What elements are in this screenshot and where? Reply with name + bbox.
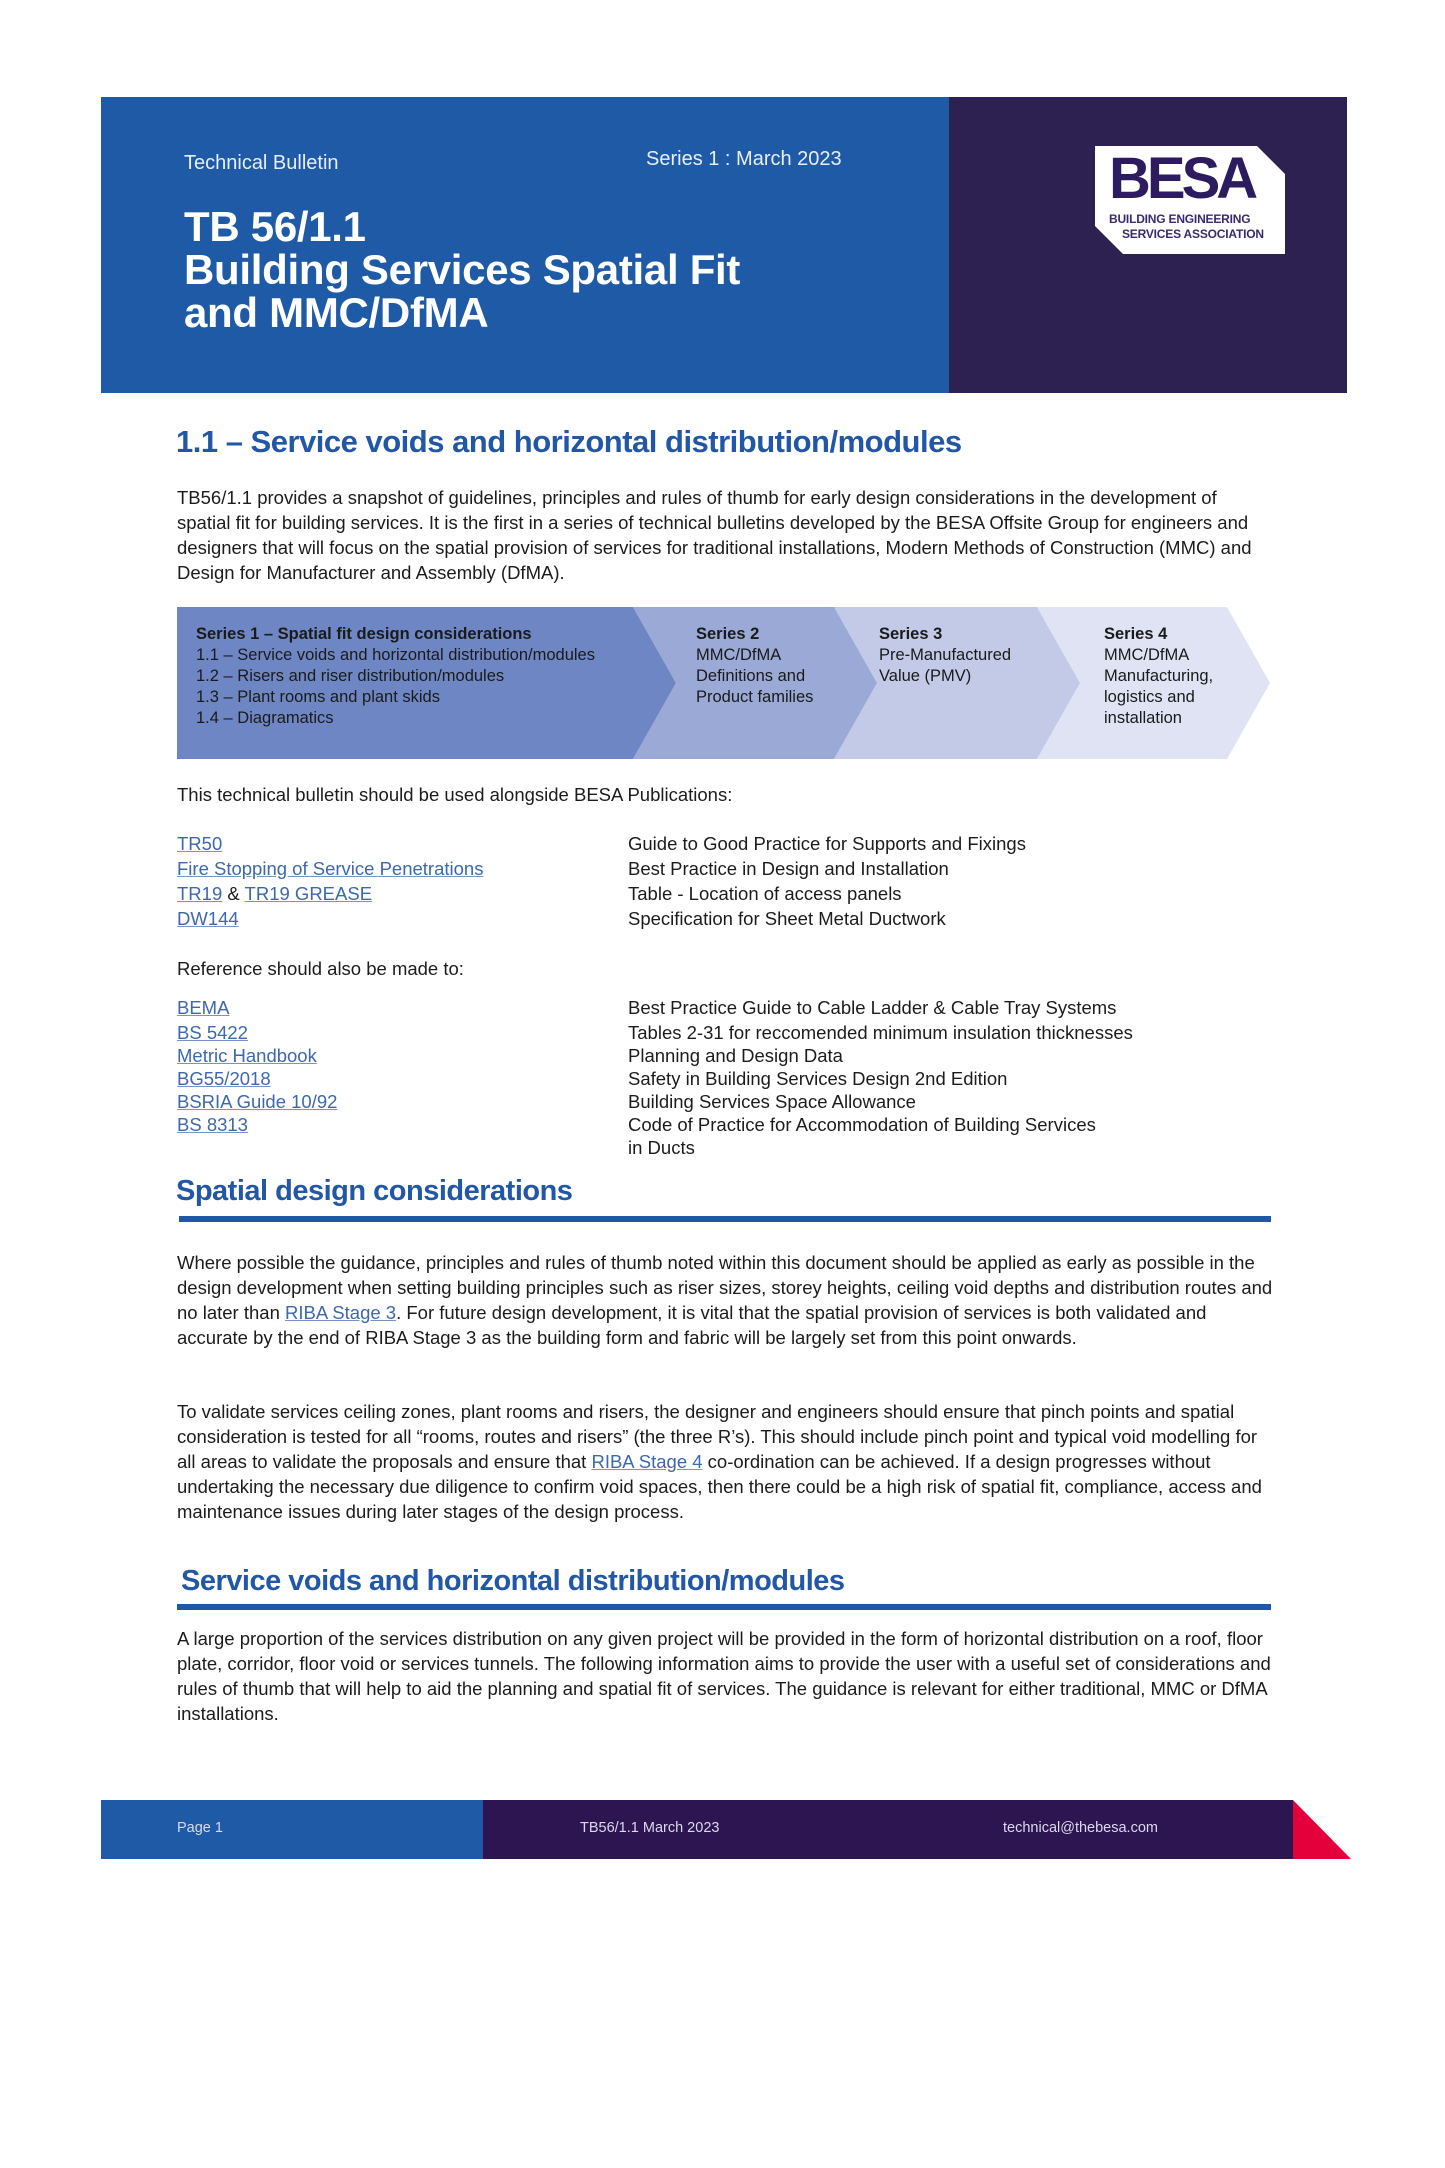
series-4-line: Manufacturing,	[1104, 667, 1214, 685]
reference-description: Code of Practice for Accommodation of Building Services	[628, 1114, 1096, 1135]
contact-email[interactable]: technical@thebesa.com	[1003, 1820, 1158, 1836]
reference-link-metric-handbook[interactable]: Metric Handbook	[177, 1045, 317, 1066]
riba-stage-3-link[interactable]: RIBA Stage 3	[285, 1302, 397, 1323]
footer-accent-triangle	[1293, 1800, 1351, 1859]
series-3-line: Value (PMV)	[879, 667, 972, 685]
reference-link-bsria-guide[interactable]: BSRIA Guide 10/92	[177, 1091, 338, 1112]
intro-paragraph: TB56/1.1 provides a snapshot of guidelines, principles and rules of thumb for early design considerations in the development of spatial fit for building services. It is the first in a series of technical bulletins developed by the BESA Offsite Group for engineers and designers that will focus on the spatial provision of services for traditional installations, Modern Methods of Construction (MMC) and Design for Manufacturer and Assembly (DfMA).	[177, 487, 1252, 583]
series-2-line: Definitions and	[696, 667, 806, 685]
footer-page-panel	[101, 1800, 483, 1859]
riba-stage-4-link[interactable]: RIBA Stage 4	[591, 1451, 703, 1472]
reference-link-bg55[interactable]: BG55/2018	[177, 1068, 271, 1089]
references-intro: Reference should also be made to:	[177, 958, 464, 979]
series-2-line: MMC/DfMA	[696, 646, 782, 664]
voids-heading: Service voids and horizontal distribution/modules	[181, 1565, 845, 1597]
series-2-block	[696, 624, 813, 708]
logo-wordmark: BESA	[1109, 146, 1255, 211]
publication-link-tr19[interactable]: TR19	[177, 883, 223, 904]
page-number: Page 1	[177, 1820, 223, 1836]
paragraph-text: . For future design development, it is vital that the spatial provision of services is both validated and accurate by the end of RIBA Stage 3 as the building form and fabric will be largely set from this point onwards.	[177, 1302, 1207, 1348]
besa-logo	[1095, 146, 1285, 254]
reference-link-bema[interactable]: BEMA	[177, 997, 230, 1018]
reference-description: Best Practice Guide to Cable Ladder & Cable Tray Systems	[628, 997, 1117, 1018]
logo-subtitle-line1: BUILDING ENGINEERING	[1109, 212, 1251, 226]
reference-link-bs5422[interactable]: BS 5422	[177, 1022, 248, 1043]
series-1-item: 1.1 – Service voids and horizontal distribution/modules	[196, 646, 595, 664]
series-3-title: Series 3	[879, 625, 943, 643]
series-1-item: 1.3 – Plant rooms and plant skids	[196, 688, 440, 706]
footer-doc-reference: TB56/1.1 March 2023	[580, 1820, 720, 1836]
document-type-label: Technical Bulletin	[184, 152, 339, 174]
series-3-line: Pre-Manufactured	[879, 646, 1012, 664]
publication-description: Best Practice in Design and Installation	[628, 858, 949, 879]
reference-link-bs8313[interactable]: BS 8313	[177, 1114, 248, 1135]
reference-description: Planning and Design Data	[628, 1045, 843, 1066]
series-1-item: 1.4 – Diagramatics	[196, 709, 334, 727]
series-4-title: Series 4	[1104, 625, 1168, 643]
publications-intro: This technical bulletin should be used alongside BESA Publications:	[177, 784, 733, 805]
link-joiner: &	[222, 883, 245, 904]
heading-rule	[179, 1216, 1271, 1222]
series-date: Series 1 : March 2023	[646, 148, 842, 170]
publication-description: Table - Location of access panels	[628, 883, 902, 904]
reference-description-continued: in Ducts	[628, 1137, 695, 1158]
paragraph-text: co-ordination can be achieved. If a design progresses without undertaking the necessary due diligence to confirm void spaces, then there could be a high risk of spatial fit, compliance, access and maintenance issues during later stages of the design process.	[177, 1451, 1262, 1522]
publication-link-group	[177, 881, 372, 906]
voids-paragraph: A large proportion of the services distribution on any given project will be provided in the form of horizontal distribution on a roof, floor plate, corridor, floor void or services tunnels. The following information aims to provide the user with a useful set of considerations and rules of thumb that will help to aid the planning and spatial fit of services. The guidance is relevant for either traditional, MMC or DfMA installations.	[177, 1628, 1271, 1724]
title-line: Building Services Spatial Fit	[184, 246, 741, 293]
paragraph-text: Where possible the guidance, principles and rules of thumb noted within this document should be applied as early as possible in the design development when setting building principles such as riser sizes, storey heights, ceiling void depths and distribution routes and no later than	[177, 1252, 1273, 1323]
reference-description: Safety in Building Services Design 2nd Edition	[628, 1068, 1008, 1089]
publication-link-dw144[interactable]: DW144	[177, 908, 239, 929]
publication-link-tr19-grease[interactable]: TR19 GREASE	[244, 883, 373, 904]
publication-description: Guide to Good Practice for Supports and Fixings	[628, 833, 1026, 854]
publication-link-fire-stopping[interactable]: Fire Stopping of Service Penetrations	[177, 858, 484, 879]
reference-description: Building Services Space Allowance	[628, 1091, 916, 1112]
spatial-paragraph-2	[177, 1399, 1277, 1524]
series-2-line: Product families	[696, 688, 814, 706]
publication-description: Specification for Sheet Metal Ductwork	[628, 908, 946, 929]
series-2-title: Series 2	[696, 625, 760, 643]
series-4-block	[1104, 624, 1213, 729]
series-3-block	[879, 624, 1011, 687]
series-4-line: installation	[1104, 709, 1182, 727]
document-title	[184, 205, 740, 334]
logo-subtitle-line2: SERVICES ASSOCIATION	[1122, 227, 1264, 241]
title-line: TB 56/1.1	[184, 203, 366, 250]
spatial-paragraph-1	[177, 1250, 1277, 1350]
series-4-line: MMC/DfMA	[1104, 646, 1190, 664]
series-1-block	[196, 624, 595, 729]
series-4-line: logistics and	[1104, 688, 1195, 706]
publication-link-tr50[interactable]: TR50	[177, 833, 223, 854]
section-heading: 1.1 – Service voids and horizontal distribution/modules	[176, 424, 962, 459]
series-1-title: Series 1 – Spatial fit design considerations	[196, 625, 532, 643]
paragraph-text: To validate services ceiling zones, plant rooms and risers, the designer and engineers should ensure that pinch points and spatial consideration is tested for all “rooms, routes and risers” (the three R’s). This should include pinch point and typical void modelling for all areas to validate the proposals and ensure that	[177, 1401, 1258, 1472]
spatial-heading: Spatial design considerations	[176, 1175, 573, 1207]
series-1-item: 1.2 – Risers and riser distribution/modules	[196, 667, 505, 685]
heading-rule	[177, 1604, 1271, 1610]
reference-description: Tables 2-31 for reccomended minimum insulation thicknesses	[628, 1022, 1133, 1043]
title-line: and MMC/DfMA	[184, 289, 489, 336]
